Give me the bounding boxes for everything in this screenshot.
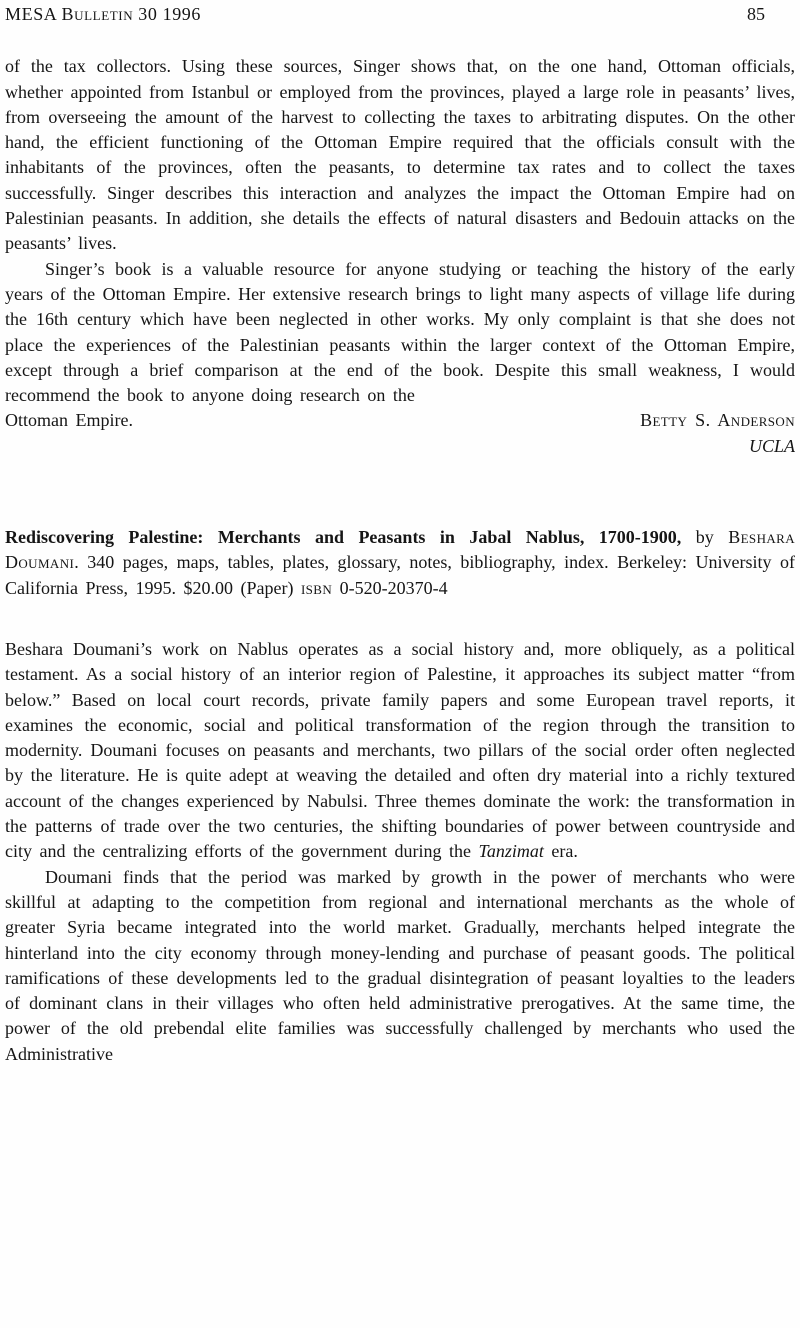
review-paragraph-overview: Beshara Doumani’s work on Nablus operates as a social history and, more obliquely, as a political testament. As a social history of an interior region of Palestine, it approaches its subject matter “from below.” Based on local court records, private family papers and some European travel reports, it examines the economic, social and political transformation of the region through the transition to modernity. Doumani focuses on peasants and merchants, two pillars of the social order often neglected by the literature. He is quite adept at weaving the detailed and often dry material into a richly textured account of the changes experienced by Nabulsi. Three themes dominate the work: the transformation in the patterns of trade over the two centuries, the shifting boundaries of power between countryside and city and the centralizing efforts of the government during the Tanzimat era.: [5, 638, 795, 862]
signature-line: [5, 408, 795, 433]
page-header: [5, 2, 795, 27]
review-paragraph-assessment: Singer’s book is a valuable resource for anyone studying or teaching the history of the early years of the Ottoman Empire. Her extensive research brings to light many aspects of village life during the 16th century which have been neglected in other works. My only complaint is that she does not place the experiences of the Palestinian peasants within the larger context of the Ottoman Empire, except through a brief comparison at the end of the book. Despite this small weakness, I would recommend the book to anyone doing research on the: [5, 258, 795, 406]
paragraph-closing-words: Ottoman Empire.: [5, 410, 133, 431]
review-doumani: [5, 525, 795, 1067]
book-citation-heading: Rediscovering Palestine: Merchants and Peasants in Jabal Nablus, 1700-1900, by Beshara Doumani. 340 pages, maps, tables, plates, glossary, notes, bibliography, index. Berkeley: University of California Press, 1995. $20.00 (Paper) isbn 0-520-20370-4: [5, 527, 795, 598]
reviewer-affiliation: UCLA: [748, 435, 795, 456]
review-singer: [5, 54, 795, 459]
review-paragraph-findings: Doumani finds that the period was marked by growth in the power of merchants who were skillful at adapting to the competition from regional and international merchants as the whole of greater Syria became integrated into the world market. Gradually, merchants helped integrate the hinterland into the city economy through money-lending and purchase of peasant goods. The political ramifications of these developments led to the gradual disintegration of peasant loyalties to the leaders of dominant clans in their villages who often held administrative prerogatives. At the same time, the power of the old prebendal elite families was successfully challenged by merchants who used the Administrative: [5, 866, 795, 1064]
page-number: 85: [747, 4, 765, 24]
review-paragraph-sources: of the tax collectors. Using these sources, Singer shows that, on the one hand, Ottoman officials, whether appointed from Istanbul or employed from the provinces, played a large role in peasants’ lives, from overseeing the amount of the harvest to collecting the taxes to arbitrating disputes. On the other hand, the efficient functioning of the Ottoman Empire required that the officials consult with the inhabitants of the provinces, often the peasants, to determine tax rates and to collect the taxes successfully. Singer describes this interaction and analyzes the impact the Ottoman Empire had on Palestinian peasants. In addition, she details the effects of natural disasters and Bedouin attacks on the peasants’ lives.: [5, 56, 795, 254]
reviewer-name: Betty S. Anderson: [640, 410, 795, 431]
journal-title: MESA Bulletin 30 1996: [5, 4, 201, 24]
